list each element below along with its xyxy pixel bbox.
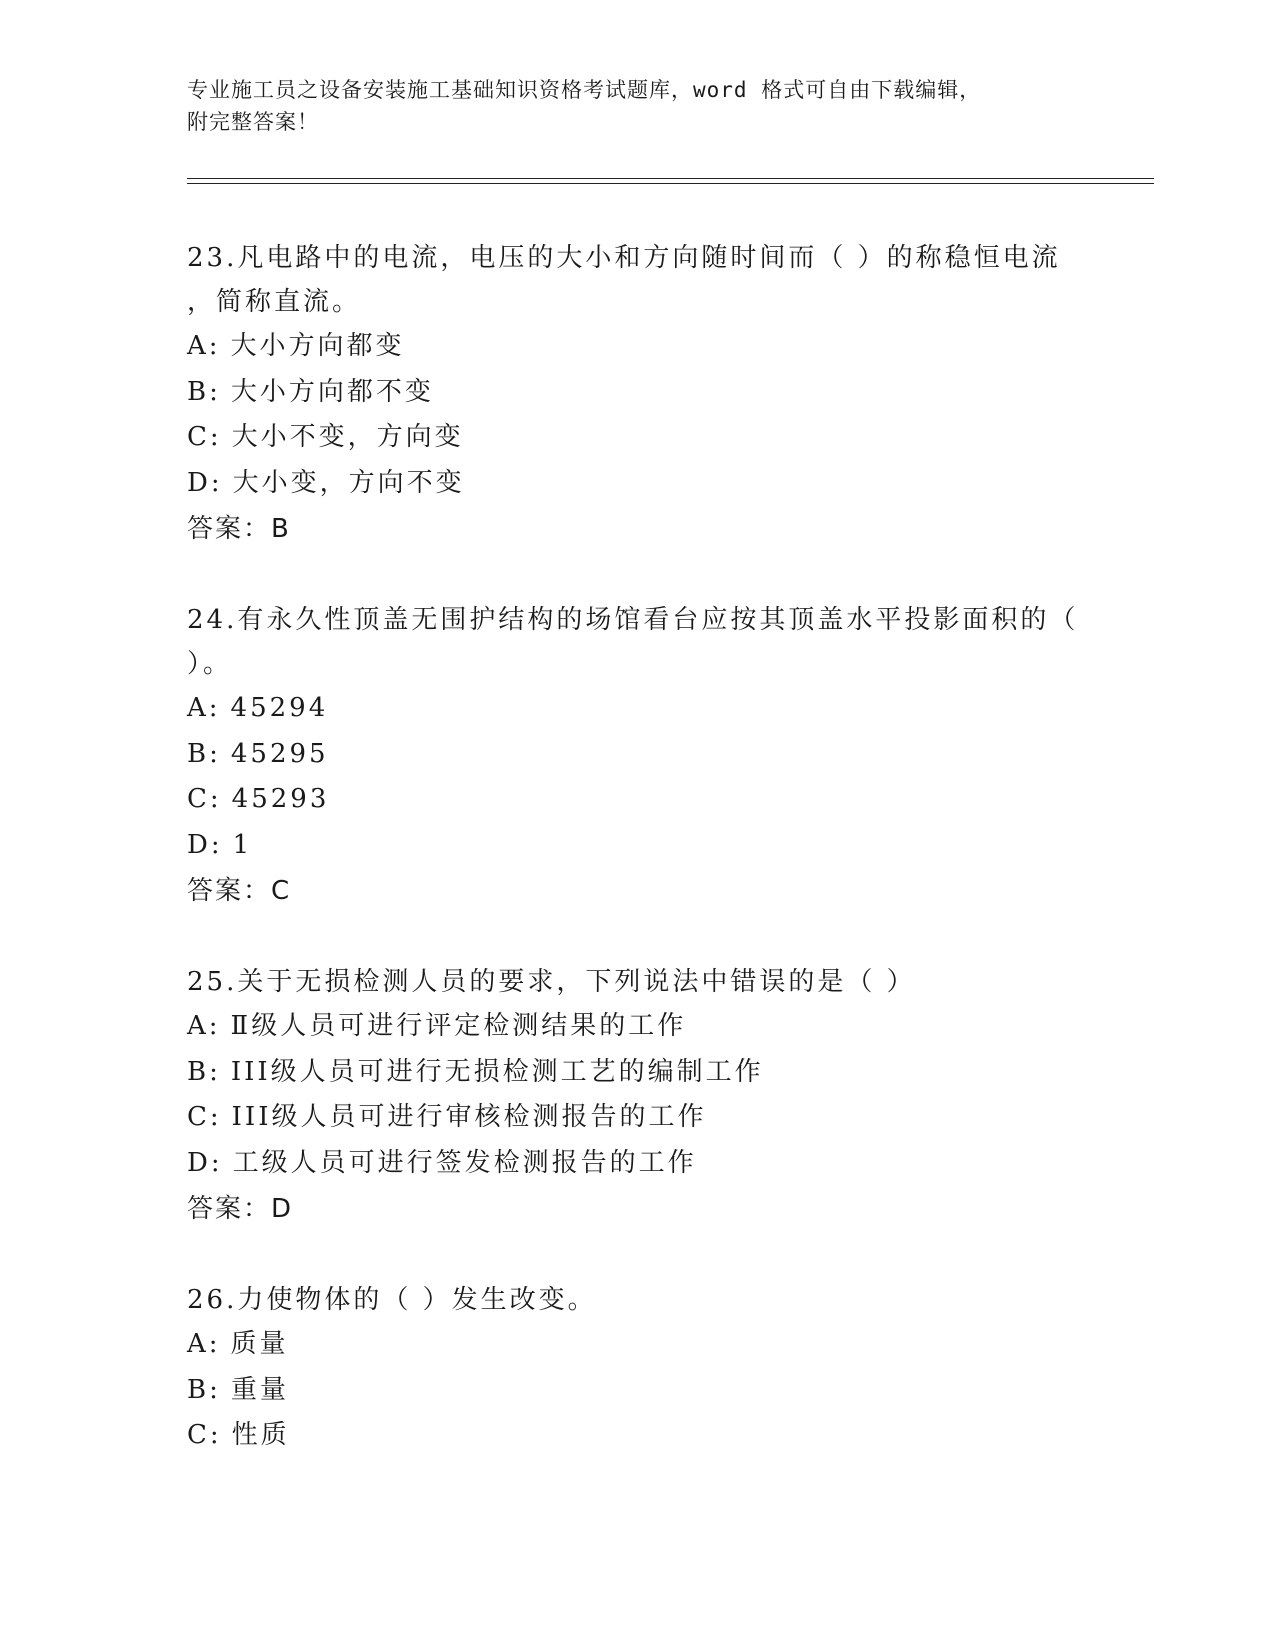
question-stem — [187, 1278, 1087, 1322]
question-stem — [187, 960, 1087, 1004]
option-c — [187, 777, 1087, 823]
option-a — [187, 1322, 1087, 1368]
question-stem-line-2: ）。 — [187, 649, 233, 679]
option-c — [187, 1095, 1087, 1141]
option-d — [187, 1141, 1087, 1187]
option-text: 大小变，方向不变 — [232, 467, 465, 498]
option-label: D: — [187, 1147, 223, 1178]
option-label: B: — [187, 376, 221, 407]
answer-line: 答案：B — [187, 514, 291, 544]
option-label: B: — [187, 1056, 221, 1087]
option-a — [187, 686, 1087, 732]
question-26 — [187, 1278, 1087, 1459]
option-text: 大小方向都不变 — [230, 376, 434, 407]
option-text: Ⅱ级人员可进行评定检测结果的工作 — [230, 1011, 687, 1041]
option-b — [187, 370, 1087, 416]
option-label: A: — [187, 331, 221, 361]
answer-line: 答案：D — [187, 1194, 294, 1224]
question-25 — [187, 960, 1087, 1232]
question-list — [187, 236, 1087, 1459]
option-label: C: — [187, 1102, 222, 1132]
question-stem — [187, 236, 1087, 324]
option-text: III级人员可进行无损检测工艺的编制工作 — [230, 1056, 764, 1087]
question-24 — [187, 598, 1087, 914]
option-label: D: — [187, 829, 223, 860]
option-text: 质量 — [230, 1329, 289, 1359]
option-text: 重量 — [230, 1374, 289, 1405]
question-stem-line-1: 23.凡电路中的电流，电压的大小和方向随时间而（ ）的称稳恒电流 — [187, 243, 1061, 273]
option-c — [187, 415, 1087, 461]
question-23 — [187, 236, 1087, 552]
option-label: A: — [187, 1011, 221, 1041]
option-label: B: — [187, 738, 221, 769]
question-stem-line-1: 24.有永久性顶盖无围护结构的场馆看台应按其顶盖水平投影面积的（ — [187, 605, 1079, 635]
option-label: C: — [187, 784, 222, 814]
option-text: 大小不变，方向变 — [231, 422, 464, 452]
option-label: D: — [187, 467, 223, 498]
option-c — [187, 1413, 1087, 1459]
header-divider-top — [187, 178, 1154, 179]
option-b — [187, 1368, 1087, 1414]
option-label: C: — [187, 422, 222, 452]
header-line-2: 附完整答案！ — [187, 110, 319, 134]
option-d — [187, 823, 1087, 869]
question-stem-line-2: ，简称直流。 — [187, 287, 362, 317]
document-header — [187, 74, 1087, 138]
answer-line: 答案：C — [187, 876, 292, 906]
option-a — [187, 324, 1087, 370]
option-text: 1 — [232, 829, 253, 860]
option-text: 45294 — [230, 693, 329, 723]
header-line-1: 专业施工员之设备安装施工基础知识资格考试题库，word 格式可自由下载编辑， — [187, 78, 982, 102]
option-text: 大小方向都变 — [230, 331, 405, 361]
option-b — [187, 732, 1087, 778]
option-d — [187, 461, 1087, 507]
option-a — [187, 1004, 1087, 1050]
header-divider-bottom — [187, 183, 1154, 184]
question-stem-line-1: 26.力使物体的（ ）发生改变。 — [187, 1285, 597, 1315]
option-label: A: — [187, 1329, 221, 1359]
option-text: 45293 — [231, 784, 330, 814]
option-label: B: — [187, 1374, 221, 1405]
option-text: 工级人员可进行签发检测报告的工作 — [232, 1147, 697, 1178]
option-b — [187, 1050, 1087, 1096]
option-text: III级人员可进行审核检测报告的工作 — [231, 1102, 707, 1132]
option-text: 45295 — [230, 738, 329, 769]
option-text: 性质 — [231, 1420, 290, 1450]
option-label: C: — [187, 1420, 222, 1450]
question-stem-line-1: 25.关于无损检测人员的要求，下列说法中错误的是（ ） — [187, 967, 916, 997]
question-stem — [187, 598, 1087, 686]
option-label: A: — [187, 693, 221, 723]
